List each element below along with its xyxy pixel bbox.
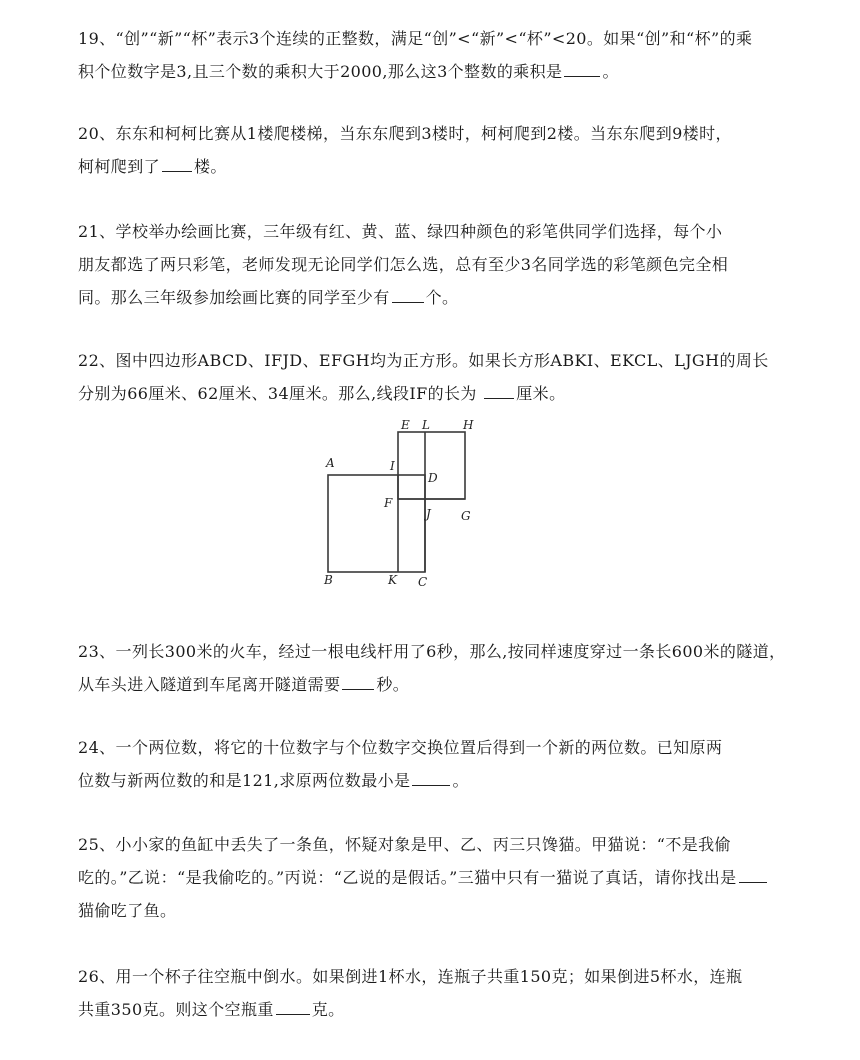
question-line bbox=[78, 377, 798, 410]
question-26 bbox=[78, 960, 798, 1026]
label-g: G bbox=[461, 509, 471, 523]
question-line: 20、东东和柯柯比赛从1楼爬楼梯，当东东爬到3楼时，柯柯爬到2楼。当东东爬到9楼时， bbox=[78, 124, 732, 143]
answer-blank[interactable] bbox=[484, 380, 514, 399]
question-line: 26、用一个杯子往空瓶中倒水。如果倒进1杯水，连瓶子共重150克；如果倒进5杯水，连瓶 bbox=[78, 967, 743, 986]
question-text: 柯柯爬到了 bbox=[78, 157, 161, 176]
question-line bbox=[78, 55, 798, 88]
label-i: I bbox=[390, 459, 395, 473]
question-text: 积个位数字是3,且三个数的乘积大于2000,那么这3个整数的乘积是 bbox=[78, 62, 563, 81]
question-text: 分别为66厘米、62厘米、34厘米。那么,线段IF的长为 bbox=[78, 384, 483, 403]
question-24 bbox=[78, 731, 798, 797]
square-efgh bbox=[398, 432, 465, 499]
question-line bbox=[78, 861, 798, 894]
question-line bbox=[78, 281, 798, 314]
label-l: L bbox=[422, 418, 430, 432]
question-22 bbox=[78, 344, 798, 410]
question-tail: 。 bbox=[602, 62, 619, 81]
question-tail: 秒。 bbox=[376, 675, 410, 694]
question-tail: 。 bbox=[452, 771, 469, 790]
question-line bbox=[78, 764, 798, 797]
question-tail: 个。 bbox=[425, 288, 459, 307]
square-figure bbox=[318, 412, 488, 597]
question-tail: 厘米。 bbox=[516, 384, 566, 403]
question-line: 19、“创”“新”“杯”表示3个连续的正整数，满足“创”<“新”<“杯”<20。如果“创”和“杯”的乘 bbox=[78, 29, 753, 48]
question-text: 共重350克。则这个空瓶重 bbox=[78, 1000, 274, 1019]
question-19 bbox=[78, 22, 798, 88]
question-line bbox=[78, 150, 798, 183]
question-line bbox=[78, 993, 798, 1026]
question-line: 猫偷吃了鱼。 bbox=[78, 901, 177, 920]
question-text: 位数与新两位数的和是121,求原两位数最小是 bbox=[78, 771, 411, 790]
label-e: E bbox=[401, 418, 410, 432]
question-line bbox=[78, 668, 798, 701]
answer-blank[interactable] bbox=[564, 58, 600, 77]
square-abcd bbox=[328, 475, 425, 572]
answer-blank[interactable] bbox=[162, 153, 192, 172]
label-f: F bbox=[384, 496, 393, 510]
question-23 bbox=[78, 635, 798, 701]
question-tail: 楼。 bbox=[194, 157, 227, 176]
answer-blank[interactable] bbox=[412, 767, 450, 786]
question-line: 23、一列长300米的火车，经过一根电线杆用了6秒，那么,按同样速度穿过一条长600米的隧道， bbox=[78, 642, 786, 661]
question-text: 同。那么三年级参加绘画比赛的同学至少有 bbox=[78, 288, 390, 307]
question-line: 24、一个两位数，将它的十位数字与个位数字交换位置后得到一个新的两位数。已知原两 bbox=[78, 738, 723, 757]
question-line: 朋友都选了两只彩笔，老师发现无论同学们怎么选，总有至少3名同学选的彩笔颜色完全相 bbox=[78, 255, 729, 274]
label-b: B bbox=[324, 573, 333, 587]
question-20 bbox=[78, 117, 798, 183]
question-21 bbox=[78, 215, 798, 314]
question-25 bbox=[78, 828, 798, 927]
question-line: 21、学校举办绘画比赛，三年级有红、黄、蓝、绿四种颜色的彩笔供同学们选择，每个小 bbox=[78, 222, 723, 241]
question-text: 吃的。”乙说：“是我偷吃的。”丙说：“乙说的是假话。”三猫中只有一猫说了真话，请你找出是 bbox=[78, 868, 737, 887]
question-text: 从车头进入隧道到车尾离开隧道需要 bbox=[78, 675, 341, 694]
label-a: A bbox=[326, 456, 335, 470]
label-h: H bbox=[463, 418, 474, 432]
geometry-diagram bbox=[318, 412, 488, 597]
label-d: D bbox=[428, 471, 438, 485]
question-tail: 克。 bbox=[311, 1000, 345, 1019]
label-c: C bbox=[418, 575, 428, 589]
answer-blank[interactable] bbox=[739, 864, 767, 883]
answer-blank[interactable] bbox=[276, 996, 310, 1015]
label-k: K bbox=[388, 573, 397, 587]
label-j: J bbox=[426, 507, 431, 521]
answer-blank[interactable] bbox=[342, 671, 374, 690]
question-line: 22、图中四边形ABCD、IFJD、EFGH均为正方形。如果长方形ABKI、EKCL、LJGH的周长 bbox=[78, 351, 769, 370]
answer-blank[interactable] bbox=[392, 284, 424, 303]
question-line: 25、小小家的鱼缸中丢失了一条鱼，怀疑对象是甲、乙、丙三只馋猫。甲猫说：“不是我偷 bbox=[78, 835, 731, 854]
